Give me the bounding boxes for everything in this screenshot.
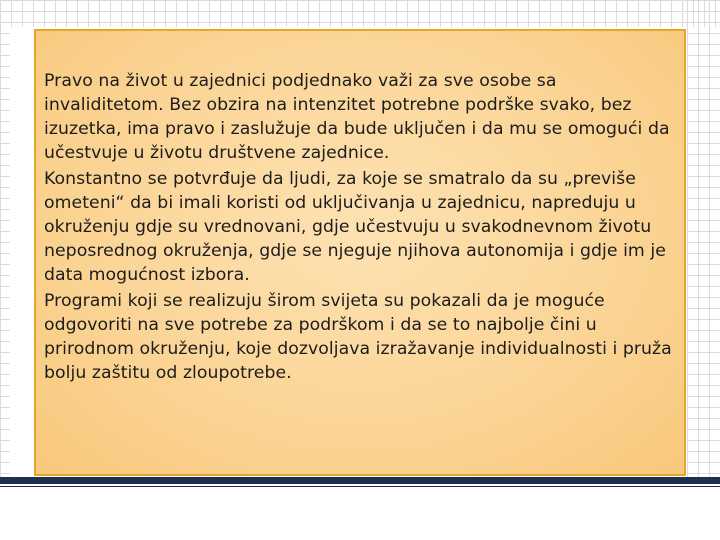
footer-line [0,486,720,487]
grid-background-right [687,0,720,482]
footer-bar [0,477,720,484]
paragraph-3: Programi koji se realizuju širom svijeta su pokazali da je moguće odgovoriti na sve potrebe za podrškom i da se to najbolje čini u prirodnom okruženju, koje dozvoljava izražavanje individualnosti i pruža bolju zaštitu od zloupotrebe. [44,291,672,383]
text-content-box [34,29,686,476]
grid-background-top [0,0,720,27]
paragraph-1: Pravo na život u zajednici podjednako važi za sve osobe sa invaliditetom. Bez obzira na intenzitet potrebne podrške svako, bez izuzetka, ima pravo i zaslužuje da bude uključen i da mu se omogući da učestvuje u životu društvene zajednice. [44,71,670,163]
paragraph-2: Konstantno se potvrđuje da ljudi, za koje se smatralo da su „previše ometeni“ da bi imali koristi od uključivanja u zajednicu, napreduju u okruženju gdje su vrednovani, gdje učestvuju u svakodnevnom životu neposrednog okruženja, gdje se njeguje njihova autonomija i gdje im je data mogućnost izbora. [44,169,666,285]
grid-background-left [0,0,10,482]
